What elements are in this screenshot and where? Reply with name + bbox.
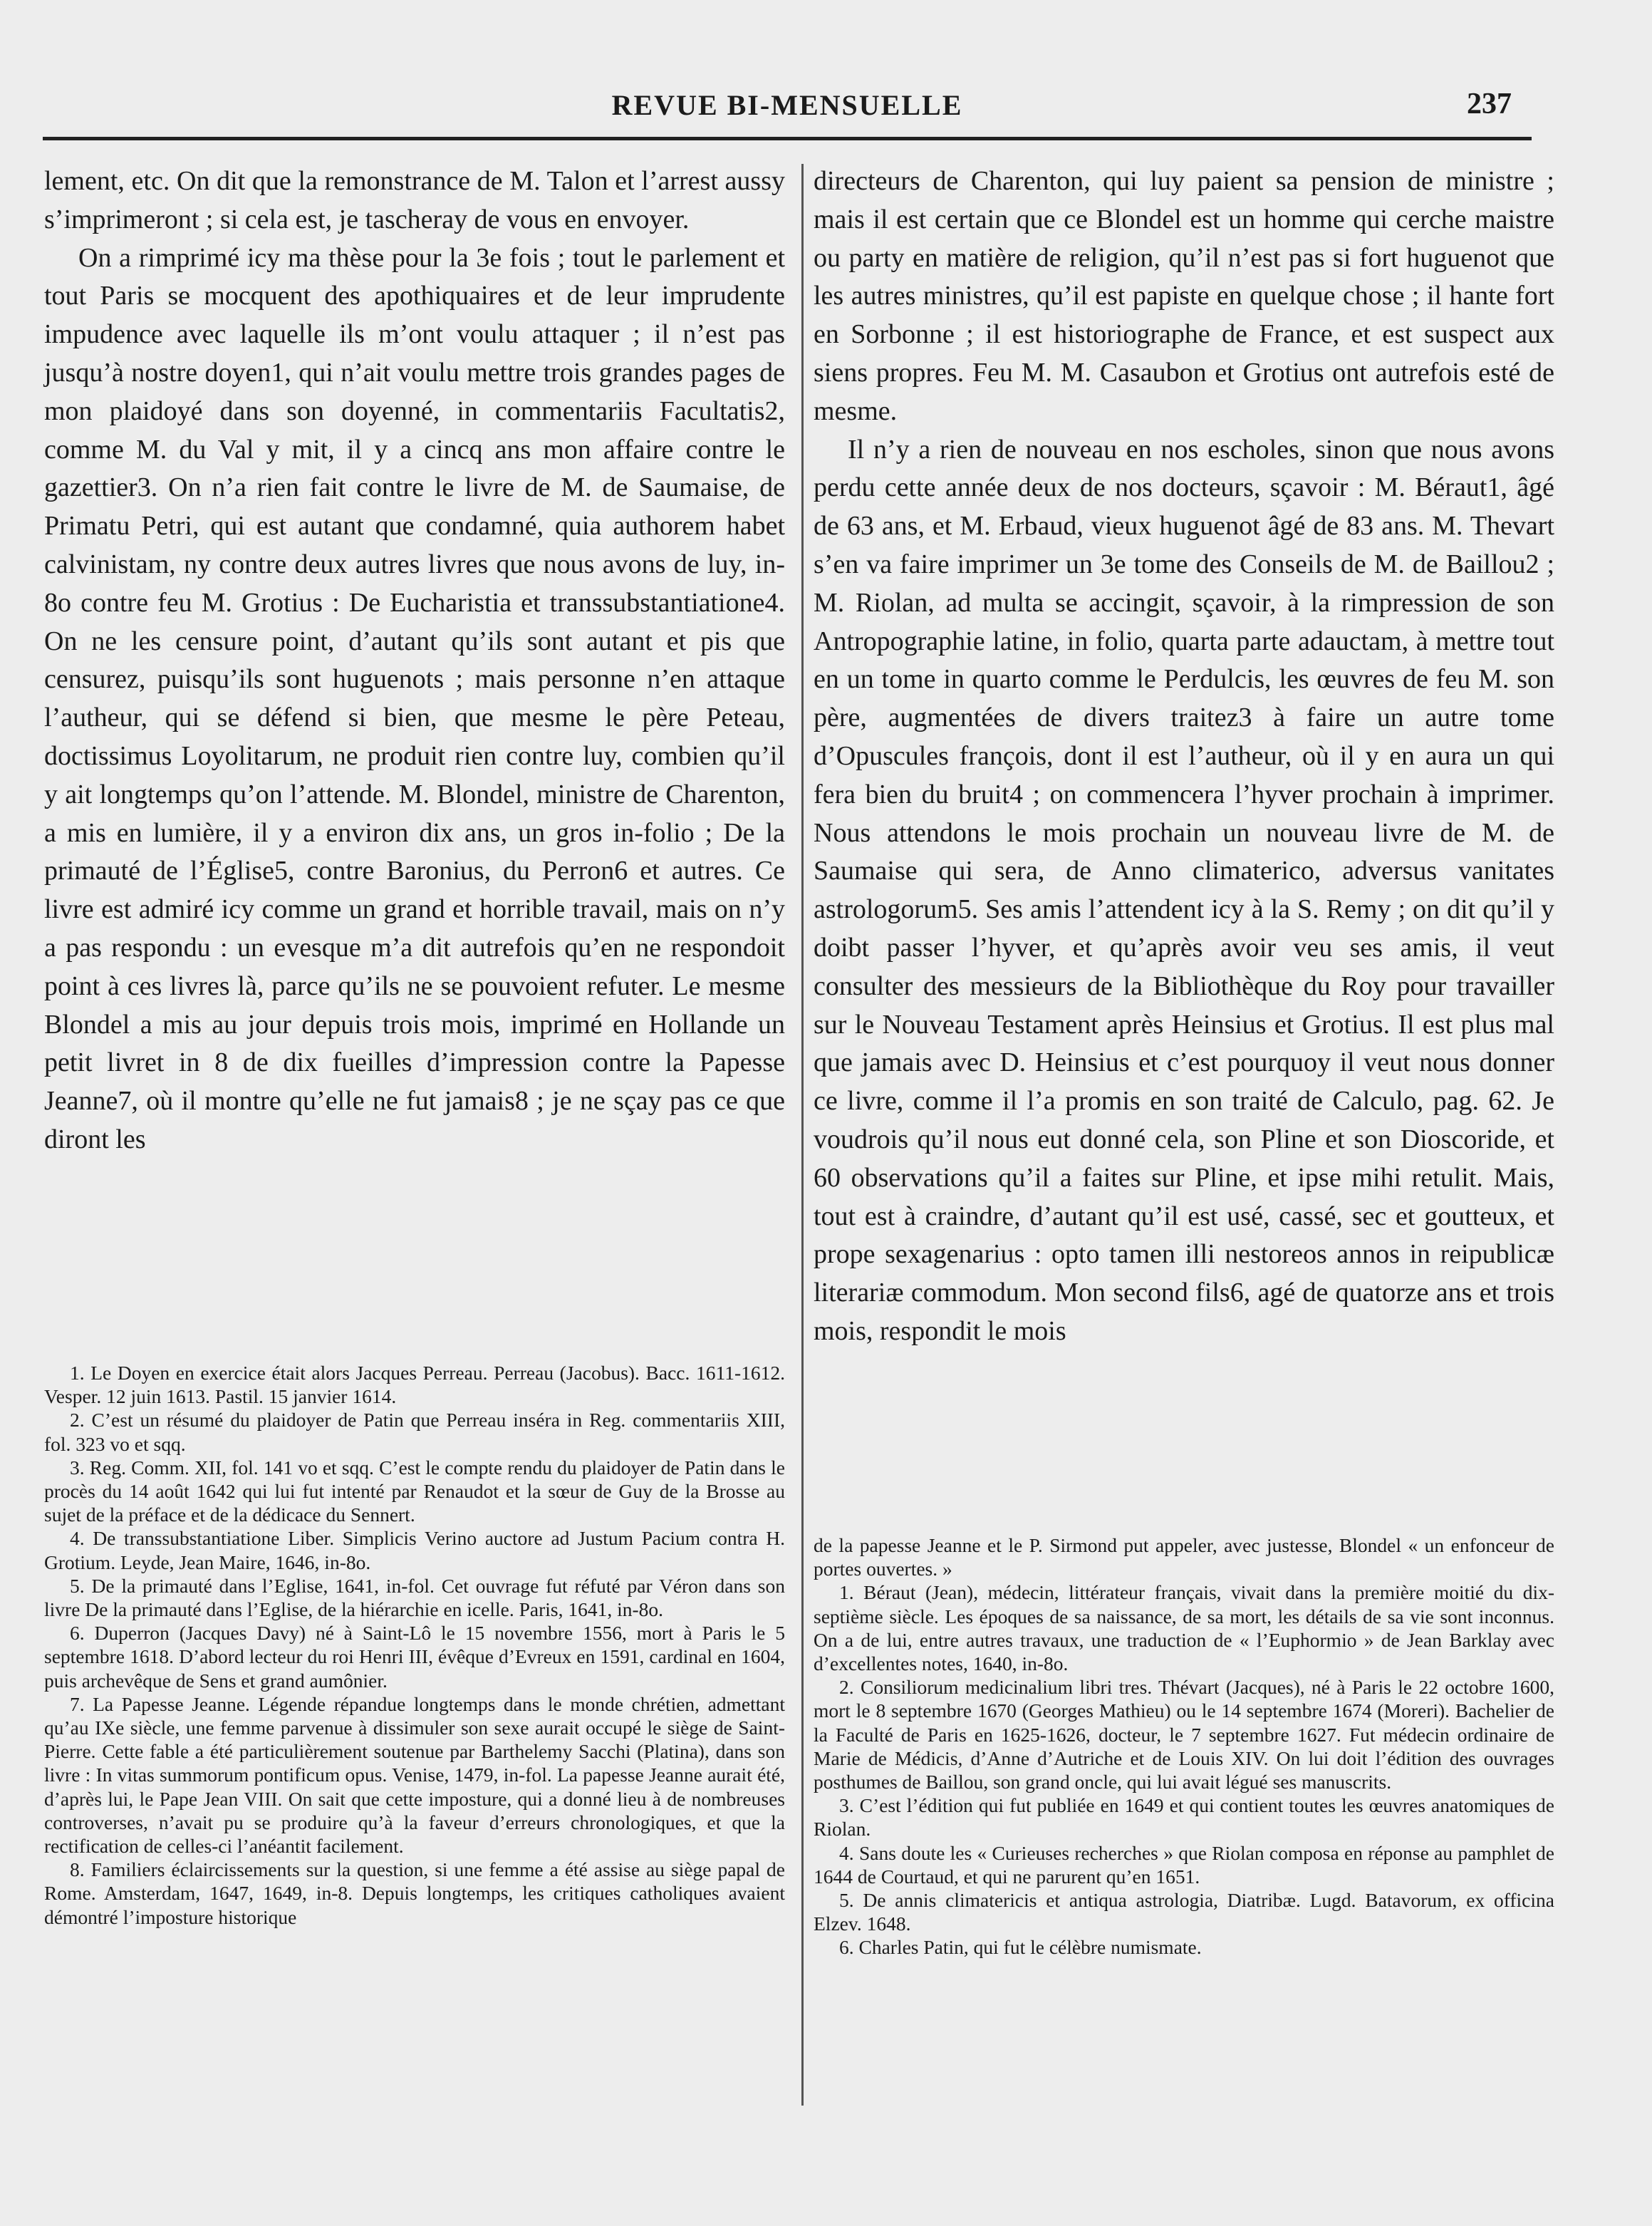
column-divider (801, 164, 804, 2106)
footnote: 4. De transsubstantiatione Liber. Simplicis Verino auctore ad Justum Pacium contra H. Grotium. Leyde, Jean Maire, 1646, in-8o. (44, 1527, 785, 1573)
footnote: 1. Le Doyen en exercice était alors Jacques Perreau. Perreau (Jacobus). Bacc. 1611-1612. Vesper. 12 juin 1613. Pastil. 15 janvier 1614. (44, 1362, 785, 1408)
footnote: 1. Béraut (Jean), médecin, littérateur français, vivait dans la première moitié du dix-septième siècle. Les époques de sa naissance, de sa mort, les détails de sa vie sont inconnus. On a de lui, entre autres travaux, une traduction de « l’Euphormio » de Jean Barklay avec d’excellentes notes, 1640, in-8o. (814, 1581, 1554, 1675)
right-column (814, 162, 1554, 1351)
header-rule (43, 137, 1532, 140)
footnotes-right (814, 1533, 1554, 1960)
right-paragraph-1: directeurs de Charenton, qui luy paient sa pension de ministre ; mais il est certain que ce Blondel est un homme qui cerche maistre ou party en matière de religion, qu’il n’est pas si fort huguenot que les autres ministres, qu’il est papiste en quelque chose ; il hante fort en Sorbonne ; il est historiographe de France, et est suspect aux siens propres. Feu M. M. Casaubon et Grotius ont autrefois esté de mesme. (814, 166, 1554, 426)
footnote: 4. Sans doute les « Curieuses recherches » que Riolan composa en réponse au pamphlet de 1644 de Courtaud, et qui ne parurent qu’en 1651. (814, 1841, 1554, 1888)
footnote: 5. De la primauté dans l’Eglise, 1641, in-fol. Cet ouvrage fut réfuté par Véron dans son livre De la primauté dans l’Eglise, de la hiérarchie en icelle. Paris, 1641, in-8o. (44, 1574, 785, 1621)
footnote: 2. Consiliorum medicinalium libri tres. Thévart (Jacques), né à Paris le 22 octobre 1600, mort le 8 septembre 1670 (Georges Mathieu) ou le 14 septembre 1674 (Moreri). Bachelier de la Faculté de Paris en 1625-1626, docteur, le 7 septembre 1627. Fut médecin ordinaire de Marie de Médicis, d’Anne d’Autriche et de Louis XIV. On lui doit l’édition des ouvrages posthumes de Baillou, son grand oncle, qui lui avait légué ses manuscrits. (814, 1676, 1554, 1793)
left-paragraph-1: lement, etc. On dit que la remonstrance de M. Talon et l’arrest aussy s’imprimeront ; si cela est, je tascheray de vous en envoyer. (44, 166, 785, 234)
footnote: 7. La Papesse Jeanne. Légende répandue longtemps dans le monde chrétien, admettant qu’au IXe siècle, une femme parvenue à dissimuler son sexe aurait occupé le siège de Saint-Pierre. Cette fable a été particulièrement soutenue par Barthelemy Sacchi (Platina), dans son livre : In vitas summorum pontificum opus. Venise, 1479, in-fol. La papesse Jeanne aurait été, d’après lui, le Pape Jean VIII. On sait que cette imposture, qui a donné lieu à de nombreuses controverses, n’avait pu se produire qu’à la faveur d’erreurs chronologiques, et que la rectification de celles-ci l’anéantit facilement. (44, 1692, 785, 1858)
footnote: 8. Familiers éclaircissements sur la question, si une femme a été assise au siège papal de Rome. Amsterdam, 1647, 1649, in-8. Depuis longtemps, les critiques catholiques avaient démontré l’imposture historique (44, 1858, 785, 1928)
footnote: 6. Duperron (Jacques Davy) né à Saint-Lô le 15 novembre 1556, mort à Paris le 5 septembre 1618. D’abord lecteur du roi Henri III, évêque d’Evreux en 1591, cardinal en 1604, puis archevêque de Sens et grand aumônier. (44, 1622, 785, 1692)
page-header (43, 84, 1532, 127)
footnote: 3. C’est l’édition qui fut publiée en 1649 et qui contient toutes les œuvres anatomiques de Riolan. (814, 1794, 1554, 1841)
left-paragraph-2: On a rimprimé icy ma thèse pour la 3e fois ; tout le parlement et tout Paris se mocquent des apothiquaires et de leur imprudente impudence avec laquelle ils m’ont voulu attaquer ; il n’est pas jusqu’à nostre doyen1, qui n’ait voulu mettre trois grandes pages de mon plaidoyé dans son doyenné, in commentariis Facultatis2, comme M. du Val y mit, il y a cincq ans mon affaire contre le gazettier3. On n’a rien fait contre le livre de M. de Saumaise, de Primatu Petri, qui est autant que condamné, quia authorem habet calvinistam, ny contre deux autres livres que nous avons de luy, in-8o contre feu M. Grotius : De Eucharistia et transsubstantiatione4. On ne les censure point, d’autant qu’ils sont autant et pis que censurez, puisqu’ils sont huguenots ; mais personne n’en attaque l’autheur, qui se défend si bien, que mesme le père Peteau, doctissimus Loyolitarum, ne produit rien contre luy, combien qu’il y ait longtemps qu’on l’attende. M. Blondel, ministre de Charenton, a mis en lumière, il y a environ dix ans, un gros in-folio ; De la primauté de l’Église5, contre Baronius, du Perron6 et autres. Ce livre est admiré icy comme un grand et horrible travail, mais on n’y a pas respondu : un evesque m’a dit autrefois qu’en ne respondoit point à ces livres là, parce qu’ils ne se pouvoient refuter. Le mesme Blondel a mis au jour depuis trois mois, imprimé en Hollande un petit livret in 8 de dix fueilles d’impression contre la Papesse Jeanne7, où il montre qu’elle ne fut jamais8 ; je ne sçay pas ce que diront les (44, 242, 785, 1154)
footnote: 5. De annis climatericis et antiqua astrologia, Diatribæ. Lugd. Batavorum, ex officina Elzev. 1648. (814, 1889, 1554, 1935)
footnote: 6. Charles Patin, qui fut le célèbre numismate. (839, 1936, 1202, 1959)
running-title: REVUE BI-MENSUELLE (611, 89, 963, 121)
footnote: 2. C’est un résumé du plaidoyer de Patin que Perreau inséra in Reg. commentariis XIII, fol. 323 vo et sqq. (44, 1409, 785, 1455)
page-number: 237 (1467, 88, 1512, 120)
footnote: 3. Reg. Comm. XII, fol. 141 vo et sqq. C’est le compte rendu du plaidoyer de Patin dans le procès du 14 août 1642 qui lui fut intenté par Renaudot et la sœur de Guy de la Brosse au sujet de la préface et de la dédicace du Sennert. (44, 1456, 785, 1526)
left-column (44, 162, 785, 1159)
footnote-continuation: de la papesse Jeanne et le P. Sirmond put appeler, avec justesse, Blondel « un enfonceur de portes ouvertes. » (814, 1534, 1554, 1580)
right-paragraph-2: Il n’y a rien de nouveau en nos escholes, sinon que nous avons perdu cette année deux de nos docteurs, sçavoir : M. Béraut1, âgé de 63 ans, et M. Erbaud, vieux huguenot âgé de 83 ans. M. Thevart s’en va faire imprimer un 3e tome des Conseils de M. de Baillou2 ; M. Riolan, ad multa se accingit, sçavoir, à la rimpression de son Antropographie latine, in folio, quarta parte adauctam, à mettre tout en un tome in quarto comme le Perdulcis, les œuvres de feu M. son père, augmentées de divers traitez3 à faire un autre tome d’Opuscules françois, dont il est l’autheur, où il y en aura un qui fera bien du bruit4 ; on commencera l’hyver prochain à imprimer. Nous attendons le mois prochain un nouveau livre de M. de Saumaise qui sera, de Anno climaterico, adversus vanitates astrologorum5. Ses amis l’attendent icy à la S. Remy ; on dit qu’il y doibt passer l’hyver, et qu’après avoir veu ses amis, il veut consulter des messieurs de la Bibliothèque du Roy pour travailler sur le Nouveau Testament après Heinsius et Grotius. Il est plus mal que jamais avec D. Heinsius et c’est pourquoy il veut nous donner ce livre, comme il l’a promis en son traité de Calculo, pag. 62. Je voudrois qu’il nous eut donné cela, son Pline et son Dioscoride, et 60 observations qu’il a faites sur Pline, et ipse mihi retulit. Mais, tout est à craindre, d’autant qu’il est usé, cassé, sec et goutteux, et prope sexagenarius : opto tamen illi nestoreos annos in reipublicæ literariæ commodum. Mon second fils6, agé de quatorze ans et trois mois, respondit le mois (814, 434, 1554, 1346)
footnotes-left (44, 1361, 785, 1929)
